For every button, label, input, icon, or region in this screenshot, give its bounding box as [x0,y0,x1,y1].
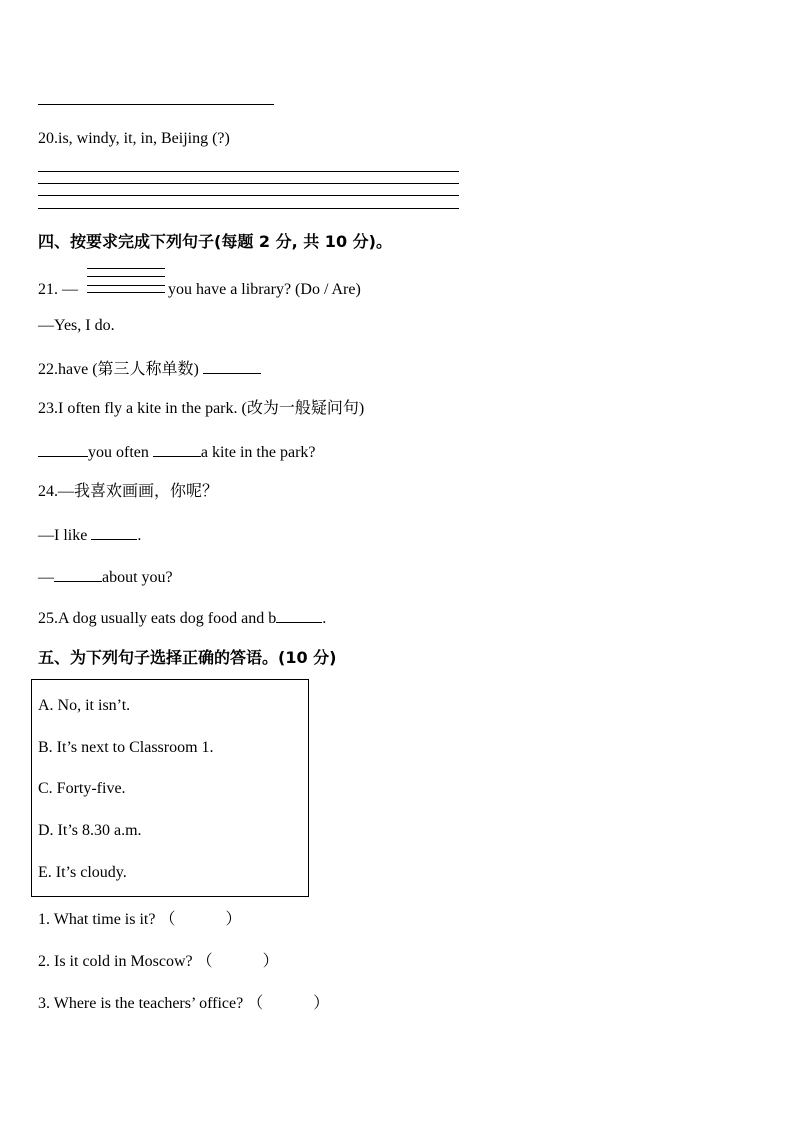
question-20 [38,129,230,149]
q24-line-2 [38,566,173,588]
question-21 [38,280,78,300]
section-4-title: 四、按要求完成下列句子(每题 2 分, 共 10 分)。 [38,232,392,251]
s5-question-3-text: 3. Where is the teachers’ office? [38,995,248,1012]
s5-q2-paren-close: ） [262,953,279,970]
q21-reply: —Yes, I do. [38,317,115,334]
section-5-title: 五、为下列句子选择正确的答语。(10 分) [38,648,337,667]
question-23: 23.I often fly a kite in the park. (改为一般疑问句) [38,400,365,417]
q21-blank-line-1 [87,268,165,269]
q21-text: you have a library? (Do / Are) [168,281,361,298]
q24-blank-1[interactable] [91,524,137,540]
option-a: A. No, it isn’t. [38,697,131,714]
option-d: D. It’s 8.30 a.m. [38,822,142,839]
question-24: 24.—我喜欢画画，你呢？ [38,483,219,500]
q20-writing-line-1 [38,171,459,172]
s5-q3-paren-open: （ [247,995,264,1012]
question-25 [38,607,326,629]
q24-blank-2[interactable] [54,566,102,582]
q21-blank-line-2 [87,276,165,277]
s5-q1-paren-open: （ [159,911,176,928]
question-20-text: 20.is, windy, it, in, Beijing (?) [38,130,230,147]
q24-line-1 [38,524,141,546]
s5-q3-paren-close: ） [313,995,330,1012]
q21-blank-line-4 [87,292,165,293]
q20-writing-line-2 [38,183,459,184]
s5-question-2 [38,952,279,972]
s5-question-1 [38,910,242,930]
q23-blank-1[interactable] [38,441,88,457]
q23-answer-line [38,441,316,463]
q23-part1: you often [88,444,153,461]
q22-blank[interactable] [203,358,261,374]
q21-blank-line-3 [87,285,165,286]
option-b: B. It’s next to Classroom 1. [38,739,214,756]
question-22 [38,358,261,380]
q25-blank[interactable] [276,607,322,623]
q24-line2-text: about you? [102,569,173,586]
q22-text: 22.have (第三人称单数) [38,361,203,378]
q23-part2: a kite in the park? [200,444,316,461]
q24-line2-prefix: — [38,569,54,586]
answer-line-19 [38,104,274,105]
option-c: C. Forty-five. [38,780,126,797]
s5-q1-paren-close: ） [225,911,242,928]
q24-line1-end: . [137,527,142,544]
s5-question-1-text: 1. What time is it? [38,911,160,928]
q24-line1-text: —I like [38,527,92,544]
q20-writing-line-3 [38,195,459,196]
q21-prefix: 21. — [38,281,78,298]
s5-question-3 [38,994,329,1014]
s5-q2-paren-open: （ [196,953,213,970]
q20-writing-line-4 [38,208,459,209]
q25-end: . [322,610,327,627]
q25-text: 25.A dog usually eats dog food and b [38,610,277,627]
q23-blank-2[interactable] [153,441,201,457]
s5-question-2-text: 2. Is it cold in Moscow? [38,953,197,970]
option-e: E. It’s cloudy. [38,864,127,881]
